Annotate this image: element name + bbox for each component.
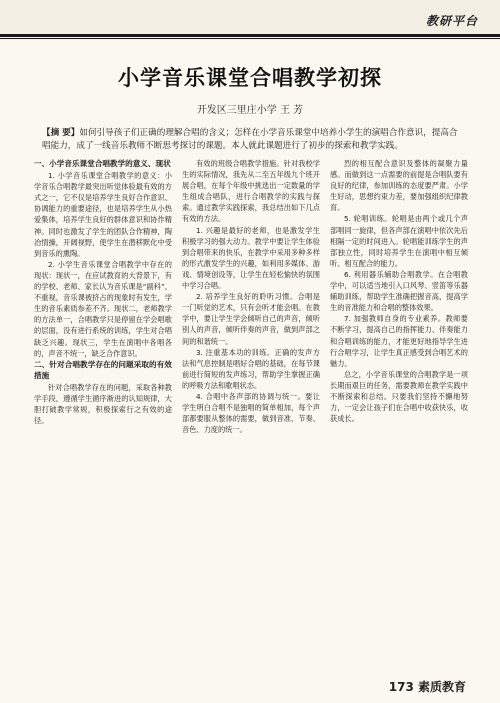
body-paragraph: 2. 小学生音乐课堂合唱教学中存在的现状：现状一，在应试教育的大背景下，有的学校、老师、家长认为音乐课是“副科”，不重视，音乐课被挤占的现象时有发生，学生的音乐素质参差不齐。现状二，老师教学的方法单一，合唱教学只是停留在学会唱歌的层面，没有进行系统的训练，学生对合唱缺乏兴趣。现状三，学生在演唱中各唱各的，声音不统一，缺乏合作意识。 xyxy=(34,259,172,358)
abstract xyxy=(42,127,460,153)
body-paragraph: 1. 小学音乐课堂合唱教学的意义：小学音乐合唱教学最突出听觉体验最有效的方式之一，它不仅是培养学生良好合作意识、协调能力的重要途径，也是培养学生从小热爱集体，培养学生良好的群体意识和协作精神。同时也激发了学生的团队合作精神，陶冶情操，开阔视野，使学生在潜移默化中受到音乐的熏陶。 xyxy=(34,171,172,258)
body-paragraph: 总之，小学音乐课堂的合唱教学是一项长期而艰巨的任务，需要教师在教学实践中不断探索和总结。只要我们坚持不懈地努力，一定会让孩子们在合唱中收获快乐，收获成长。 xyxy=(330,369,468,424)
body-paragraph: 烈的相互配合意识及整体的凝聚力量感。而做到这一点需要的前提是合唱队要有良好的纪律，参加训练的态度要严肃。小学生好动，思想约束力差，要加强组织纪律教育。 xyxy=(330,159,468,213)
section-heading: 一、小学音乐课堂合唱教学的意义、现状 xyxy=(34,159,171,168)
header-rule xyxy=(0,34,500,37)
body-paragraph: 5. 轮唱训练。轮唱是由两个或几个声部唱同一旋律，但各声部在演唱中依次先后相隔一定的时间进入。轮唱能训练学生的声部独立性，同时培养学生在演唱中相互倾听、相互配合的能力。 xyxy=(330,214,468,268)
body-paragraph: 1. 兴趣是最好的老师，也是激发学生积极学习的强大动力。教学中要让学生体验到合唱带来的快乐，在教学中采用多种多样的形式激发学生的兴趣，如利用多媒体、游戏、情境创设等，让学生在轻松愉快的氛围中学习合唱。 xyxy=(182,225,320,291)
body-paragraph: 6. 利用器乐辅助合唱教学。在合唱教学中，可以适当地引入口风琴、竖笛等乐器辅助训练，帮助学生准确把握音高，提高学生的音准能力和合唱的整体效果。 xyxy=(330,269,468,313)
body-paragraph: 2. 培养学生良好的聆听习惯。合唱是一门听觉的艺术，只有会听才能会唱。在教学中，要让学生学会倾听自己的声音，倾听别人的声音，倾听伴奏的声音，做到声部之间的和谐统一。 xyxy=(182,292,320,346)
body-column-3 xyxy=(330,158,468,676)
abstract-label: 【摘 要】 xyxy=(42,128,80,138)
body-column-1 xyxy=(34,158,172,676)
section-tag: 教研平台 xyxy=(425,14,478,28)
body-paragraph: 7. 加强教师自身的专业素养。教师要不断学习，提高自己的指挥能力、伴奏能力和合唱训练的能力，才能更好地指导学生进行合唱学习，让学生真正感受到合唱艺术的魅力。 xyxy=(330,314,468,368)
abstract-text: 如何引导孩子们正确的理解合唱的含义；怎样在小学音乐课堂中培养小学生的演唱合作意识，提高合唱能力，成了一线音乐教师不断思考探讨的课题。本人就此课题进行了初步的探索和教学实践。 xyxy=(42,128,458,151)
article-byline: 开发区三里庄小学 王 芳 xyxy=(196,105,304,116)
section-heading: 二、针对合唱教学存在的问题采取的有效措施 xyxy=(34,359,172,380)
page-footer: 173 素质教育 xyxy=(388,680,466,694)
body-paragraph: 针对合唱教学存在的问题，采取各种教学手段，遵循学生循序渐进的认知规律，大胆打破教学常规，积极探索行之有效的途径。 xyxy=(34,382,172,426)
article-title: 小学音乐课堂合唱教学初探 xyxy=(118,66,382,90)
header-rule-thin xyxy=(0,38,500,39)
body-paragraph: 3. 注重基本功的训练。正确的发声方法和气息控制是唱好合唱的基础，在每节课前进行简短的发声练习，帮助学生掌握正确的呼吸方法和歌唱状态。 xyxy=(182,347,320,390)
body-paragraph: 4. 合唱中各声部的协调与统一。要让学生明白合唱不是独唱的简单相加，每个声部都要服从整体的需要，做到音准、节奏、音色、力度的统一。 xyxy=(182,391,320,435)
body-paragraph: 有效的班级合唱教学措施。针对我校学生的实际情况，我先从二至五年级九个班开展合唱，在每个年级中挑选出一定数量的学生组成合唱队，进行合唱教学的实践与探索。通过教学实践探索，我总结出如下几点有效的方法。 xyxy=(182,159,320,224)
body-column-2 xyxy=(182,158,320,676)
